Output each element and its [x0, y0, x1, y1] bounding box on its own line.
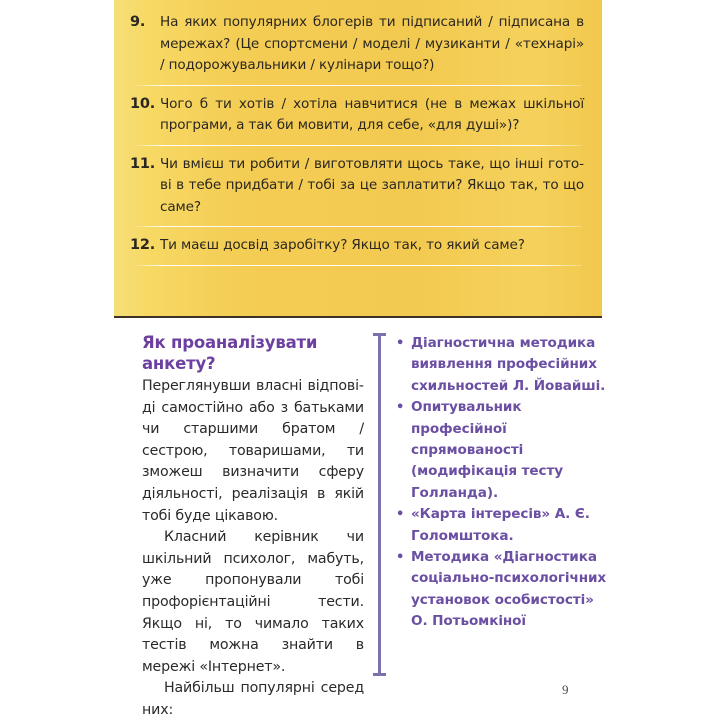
list-item: • Діагностична методика виявлення професійних схильностей Л. Йовайші. — [394, 333, 607, 397]
questionnaire-panel — [114, 0, 602, 316]
list-item: • Методика «Діагностика соціально-психологічних установок особистості» О. Потьомкіної — [394, 547, 607, 633]
question-item — [128, 12, 588, 77]
question-item — [128, 94, 588, 137]
article-paragraph: Переглянувши власні відповіді самостійно або з батьками чи старшими братом / сестрою, товаришами, ти зможеш визначити сферу діяльності, реалізація в якій тобі буде цікавою. — [142, 378, 364, 524]
page-number: 9 — [562, 682, 569, 697]
list-item: • «Карта інтересів» А. Є. Голомштока. — [394, 504, 607, 547]
article-right-column — [394, 333, 607, 633]
question-number: 11. — [130, 155, 156, 172]
question-separator — [136, 265, 582, 266]
article-paragraph: Найбільш популярні серед них: — [142, 680, 364, 718]
question-text: Ти маєш досвід заробітку? Якщо так, то який саме? — [160, 237, 525, 253]
question-text: На яких популярних блогерів ти підписаний / підписана в мережах? (Це спортсмени / моделі / музиканти / «технарі» / подорожувальники / кулінари тощо?) — [160, 14, 584, 73]
question-number: 9. — [130, 14, 146, 30]
question-separator — [136, 226, 582, 227]
article-paragraph: Класний керівник чи шкільний психолог, мабуть, уже пропонували тобі профорієнтаційні тести. Якщо ні, то чимало таких тестів можна знайти в мережі «Інтернет». — [142, 529, 364, 675]
question-number: 12. — [130, 237, 156, 253]
question-row — [128, 94, 588, 137]
question-row — [128, 235, 588, 257]
question-row — [128, 12, 588, 77]
question-separator — [136, 145, 582, 146]
question-separator — [136, 85, 582, 86]
column-divider — [378, 333, 381, 676]
list-item: • Опитувальник професійної спрямованості (модифікація тесту Голланда). — [394, 397, 607, 504]
question-row — [128, 154, 588, 219]
test-list — [394, 333, 607, 633]
article-section — [142, 333, 607, 718]
article-heading: Як проаналізувати анкету? — [142, 333, 318, 373]
question-item — [128, 235, 588, 257]
question-text: Чого б ти хотів / хотіла навчитися (не в межах шкільної програми, а так би мовити, для себе, «для душі»)? — [160, 95, 584, 133]
article-left-column — [142, 333, 364, 722]
question-number: 10. — [130, 95, 156, 112]
question-text: Чи вмієш ти робити / виготовляти щось таке, що інші готові в тебе придбати / тобі за це заплатити? Якщо так, то що саме? — [160, 155, 584, 215]
question-item — [128, 154, 588, 219]
